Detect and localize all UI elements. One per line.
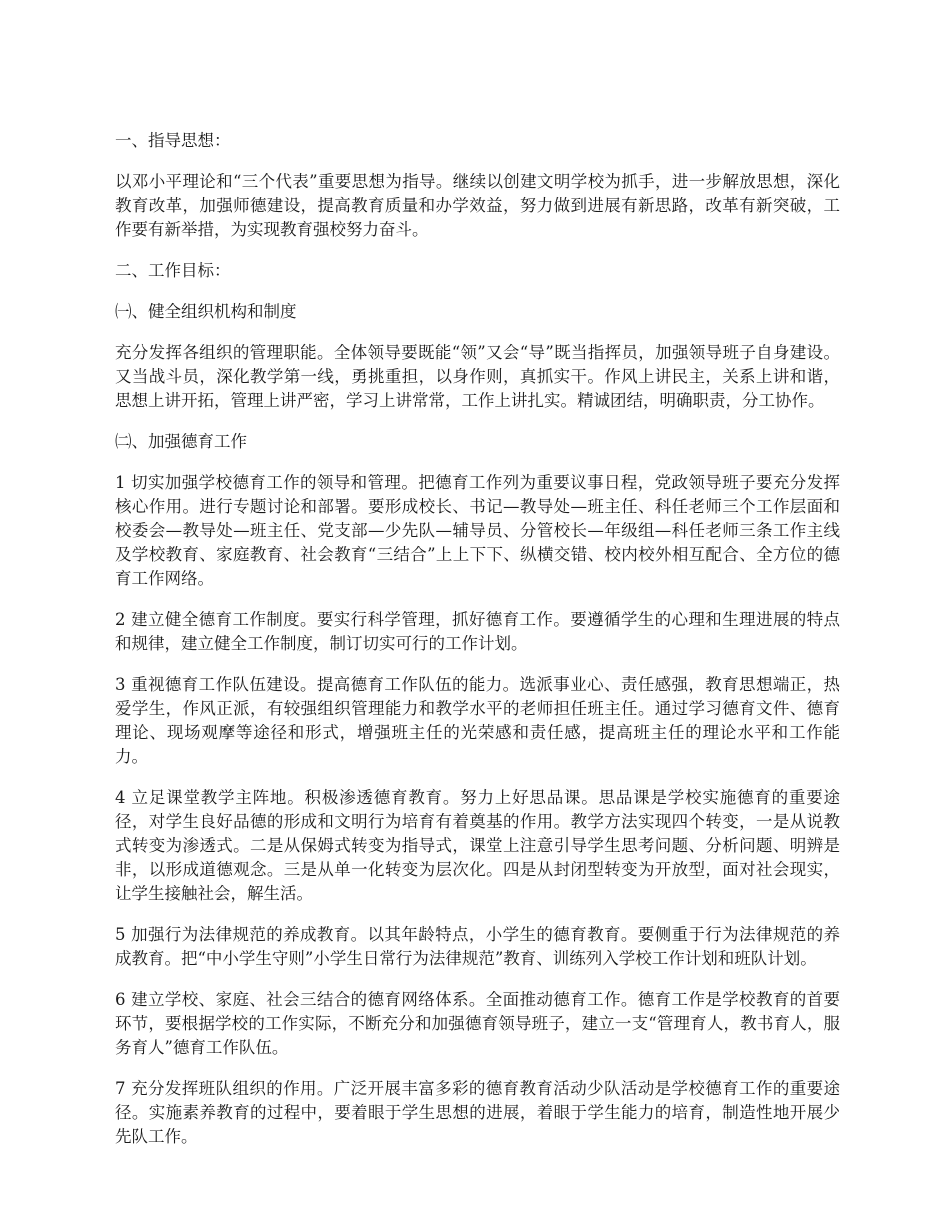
paragraph-organization: 充分发挥各组织的管理职能。全体领导要既能“领”又会“导”既当指挥员，加强领导班子自身建设。又当战斗员，深化教学第一线，勇挑重担，以身作则，真抓实干。作风上讲民主，关系上讲和谐，思想上讲开拓，管理上讲严密，学习上讲常常，工作上讲扎实。精诚团结，明确职责，分工协作。 — [115, 343, 840, 410]
paragraph-item-4: 4 立足课堂教学主阵地。积极渗透德育教育。努力上好思品课。思品课是学校实施德育的重要途径，对学生良好品德的形成和文明行为培育有着奠基的作用。教学方法实现四个转变，一是从说教式转变为渗透式。二是从保姆式转变为指导式，课堂上注意引导学生思考问题、分析问题、明辨是非，以形成道德观念。三是从单一化转变为层次化。四是从封闭型转变为开放型，面对社会现实，让学生接触社会，解生活。 — [115, 788, 840, 903]
heading-work-goals: 二、工作目标： — [115, 261, 231, 280]
paragraph-item-7: 7 充分发挥班队组织的作用。广泛开展丰富多彩的德育教育活动少队活动是学校德育工作的重要途径。实施素养教育的过程中，要着眼于学生思想的进展，着眼于学生能力的培育，制造性地开展少先队工作。 — [115, 1079, 840, 1146]
paragraph-item-3: 3 重视德育工作队伍建设。提高德育工作队伍的能力。选派事业心、责任感强，教育思想端正，热爱学生，作风正派，有较强组织管理能力和教学水平的老师担任班主任。通过学习德育文件、德育理论、现场观摩等途径和形式，增强班主任的光荣感和责任感，提高班主任的理论水平和工作能力。 — [115, 675, 840, 766]
subheading-moral-education: ㈡、加强德育工作 — [115, 432, 247, 451]
paragraph-item-5: 5 加强行为法律规范的养成教育。以其年龄特点，小学生的德育教育。要侧重于行为法律规范的养成教育。把“中小学生守则”小学生日常行为法律规范”教育、训练列入学校工作计划和班队计划。 — [115, 925, 840, 968]
heading-guiding-thought: 一、指导思想： — [115, 131, 231, 150]
paragraph-guiding-thought: 以邓小平理论和“三个代表”重要思想为指导。继续以创建文明学校为抓手，进一步解放思想，深化教育改革，加强师德建设，提高教育质量和办学效益，努力做到进展有新思路，改革有新突破，工作要有新举措，为实现教育强校努力奋斗。 — [115, 172, 840, 239]
subheading-organization: ㈠、健全组织机构和制度 — [115, 302, 297, 321]
paragraph-item-6: 6 建立学校、家庭、社会三结合的德育网络体系。全面推动德育工作。德育工作是学校教育的首要环节，要根据学校的工作实际，不断充分和加强德育领导班子，建立一支“管理育人，教书育人，服务育人”德育工作队伍。 — [115, 990, 840, 1057]
paragraph-item-1: 1 切实加强学校德育工作的领导和管理。把德育工作列为重要议事日程，党政领导班子要充分发挥核心作用。进行专题讨论和部署。要形成校长、书记—教导处—班主任、科任老师三个工作层面和校委会—教导处—班主任、党支部—少先队—辅导员、分管校长—年级组—科任老师三条工作主线及学校教育、家庭教育、社会教育“三结合”上上下下、纵横交错、校内校外相互配合、全方位的德育工作网络。 — [115, 473, 840, 588]
paragraph-item-2: 2 建立健全德育工作制度。要实行科学管理，抓好德育工作。要遵循学生的心理和生理进展的特点和规律，建立健全工作制度，制订切实可行的工作计划。 — [115, 610, 840, 653]
